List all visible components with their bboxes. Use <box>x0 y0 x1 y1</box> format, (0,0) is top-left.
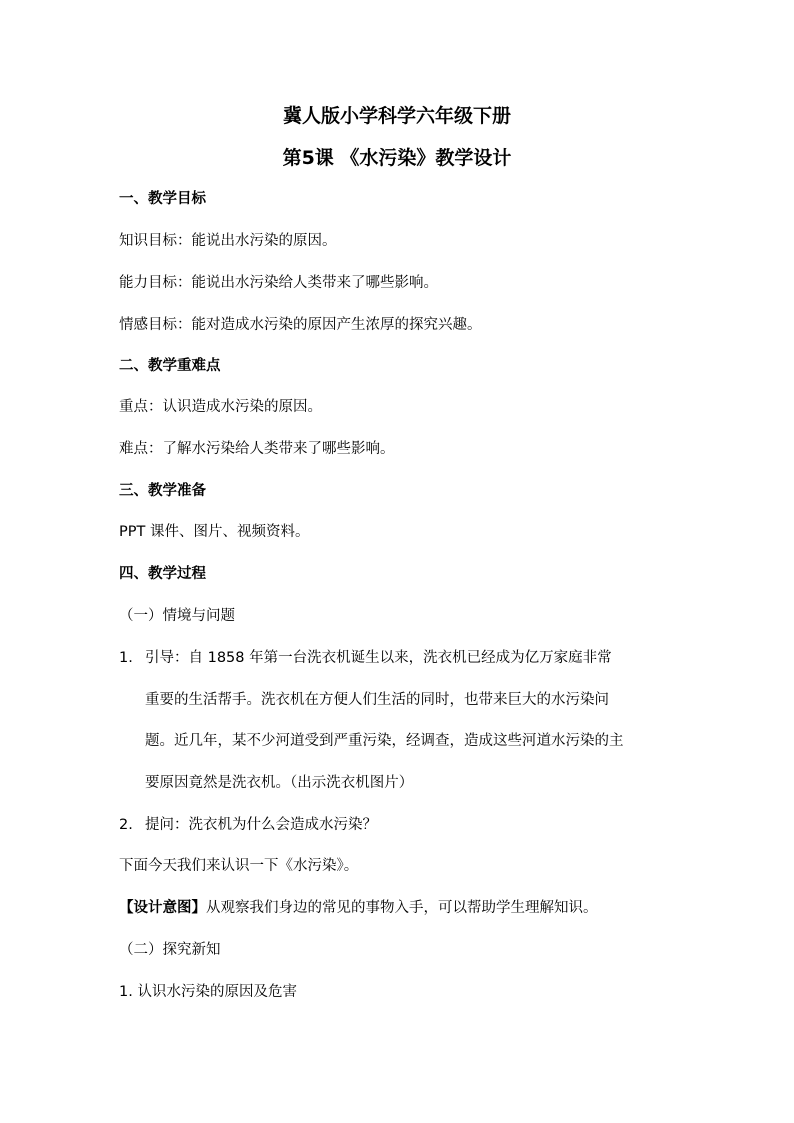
list-item-3-text: 1. 认识水污染的原因及危害 <box>119 984 297 1000</box>
section-heading-keypoints: 二、教学重难点 <box>119 358 221 374</box>
goal-ability: 能力目标：能说出水污染给人类带来了哪些影响。 <box>119 275 438 291</box>
section-heading-prep: 三、教学准备 <box>119 483 206 499</box>
design-intent-label: 【设计意图】 <box>119 900 206 916</box>
part-two-heading: （二）探究新知 <box>119 942 221 958</box>
list-item-2-number: 2. <box>119 817 133 833</box>
list-item-1-line-1: 引导：自 1858 年第一台洗衣机诞生以来，洗衣机已经成为亿万家庭非常 <box>145 650 612 666</box>
document-subtitle: 第5课 《水污染》教学设计 <box>282 147 512 169</box>
section-heading-goals: 一、教学目标 <box>119 191 206 207</box>
list-item-1-line-4: 要原因竟然是洗衣机。（出示洗衣机图片） <box>145 775 414 791</box>
list-item-2-text: 提问：洗衣机为什么会造成水污染？ <box>145 817 377 833</box>
list-item-1-line-3: 题。近几年，某不少河道受到严重污染，经调查，造成这些河道水污染的主 <box>145 733 624 749</box>
document-title: 冀人版小学科学六年级下册 <box>282 105 511 127</box>
intro-text: 下面今天我们来认识一下《水污染》。 <box>119 858 359 874</box>
list-item-1-number: 1. <box>119 650 133 666</box>
prep-text: PPT 课件、图片、视频资料。 <box>119 524 310 540</box>
list-item-1-line-2: 重要的生活帮手。洗衣机在方便人们生活的同时，也带来巨大的水污染问 <box>145 692 609 708</box>
part-one-heading: （一）情境与问题 <box>119 608 235 624</box>
section-heading-process: 四、教学过程 <box>119 566 206 582</box>
difficulty-text: 难点：了解水污染给人类带来了哪些影响。 <box>119 441 395 457</box>
goal-knowledge: 知识目标：能说出水污染的原因。 <box>119 233 337 249</box>
keypoint-text: 重点：认识造成水污染的原因。 <box>119 399 322 415</box>
design-intent-text: 从观察我们身边的常见的事物入手，可以帮助学生理解知识。 <box>206 900 598 916</box>
goal-emotion: 情感目标：能对造成水污染的原因产生浓厚的探究兴趣。 <box>119 317 482 333</box>
design-intent <box>119 898 598 918</box>
